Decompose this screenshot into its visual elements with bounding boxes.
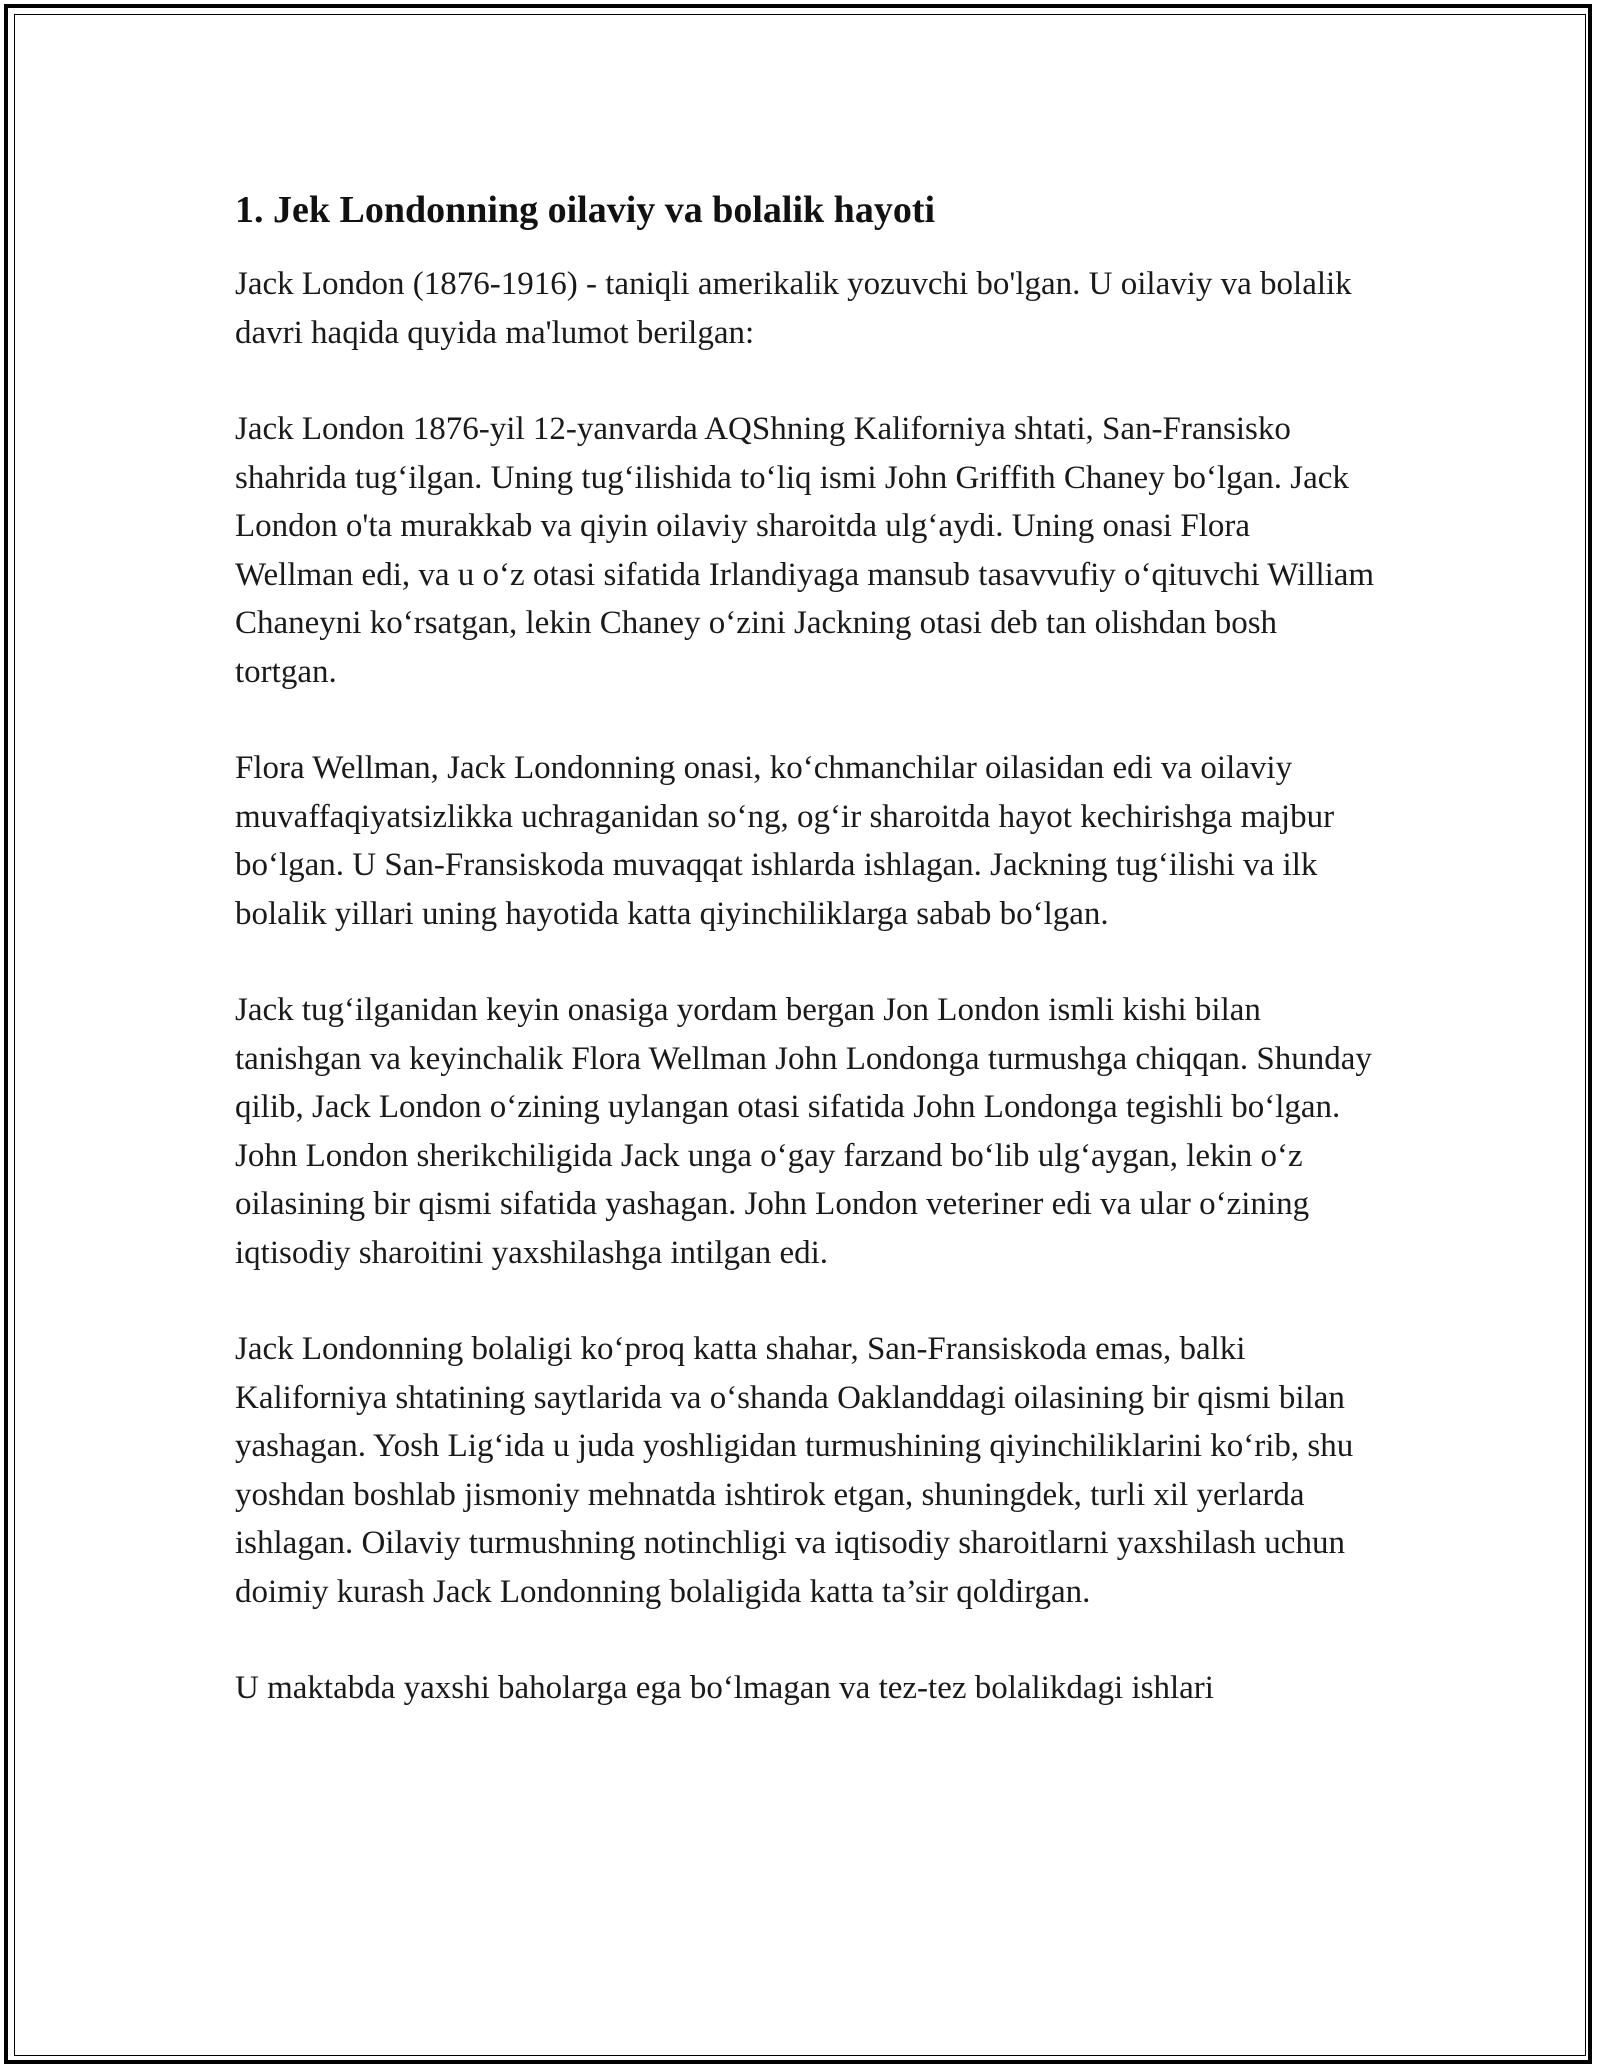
paragraph-stepfather: Jack tug‘ilganidan keyin onasiga yordam bergan Jon London ismli kishi bilan tanishgan va keyinchalik Flora Wellman John Londonga turmushga chiqqan. Shunday qilib, Jack London o‘zining uylangan otasi sifatida John Londonga tegishli bo‘lgan. John London sherikchiligida Jack unga o‘gay farzand bo‘lib ulg‘aygan, lekin o‘z oilasining bir qismi sifatida yashagan. John London veteriner edi va ular o‘zining iqtisodiy sharoitini yaxshilashga intilgan edi.	[235, 992, 1372, 1271]
paragraph-intro: Jack London (1876-1916) - taniqli amerikalik yozuvchi bo'lgan. U oilaviy va bolalik davri haqida quyida ma'lumot berilgan:	[235, 266, 1352, 351]
section-heading: 1. Jek Londonning oilaviy va bolalik hayoti	[235, 189, 936, 231]
paragraph-birth: Jack London 1876-yil 12-yanvarda AQShning Kaliforniya shtati, San-Fransisko shahrida tug‘ilgan. Uning tug‘ilishida to‘liq ismi John Griffith Chaney bo‘lgan. Jack London o'ta murakkab va qiyin oilaviy sharoitda ulg‘aydi. Uning onasi Flora Wellman edi, va u o‘z otasi sifatida Irlandiyaga mansub tasavvufiy o‘qituvchi William Chaneyni ko‘rsatgan, lekin Chaney o‘zini Jackning otasi deb tan olishdan bosh tortgan.	[235, 411, 1375, 690]
paragraph-childhood: Jack Londonning bolaligi ko‘proq katta shahar, San-Fransiskoda emas, balki Kaliforniya shtatining saytlarida va o‘shanda Oaklanddagi oilasining bir qismi bilan yashagan. Yosh Lig‘ida u juda yoshligidan turmushining qiyinchiliklarini ko‘rib, shu yoshdan boshlab jismoniy mehnatda ishtirok etgan, shuningdek, turli xil yerlarda ishlagan. Oilaviy turmushning notinchligi va iqtisodiy sharoitlarni yaxshilash uchun doimiy kurash Jack Londonning bolaligida katta ta’sir qoldirgan.	[235, 1331, 1354, 1610]
paragraph-mother: Flora Wellman, Jack Londonning onasi, ko‘chmanchilar oilasidan edi va oilaviy muvaffaqiyatsizlikka uchraganidan so‘ng, og‘ir sharoitda hayot kechirishga majbur bo‘lgan. U San-Fransiskoda muvaqqat ishlarda ishlagan. Jackning tug‘ilishi va ilk bolalik yillari uning hayotida katta qiyinchiliklarga sabab bo‘lgan.	[235, 750, 1335, 932]
paragraph-school: U maktabda yaxshi baholarga ega bo‘lmagan va tez-tez bolalikdagi ishlari	[235, 1670, 1214, 1706]
document-body	[235, 186, 1375, 1761]
